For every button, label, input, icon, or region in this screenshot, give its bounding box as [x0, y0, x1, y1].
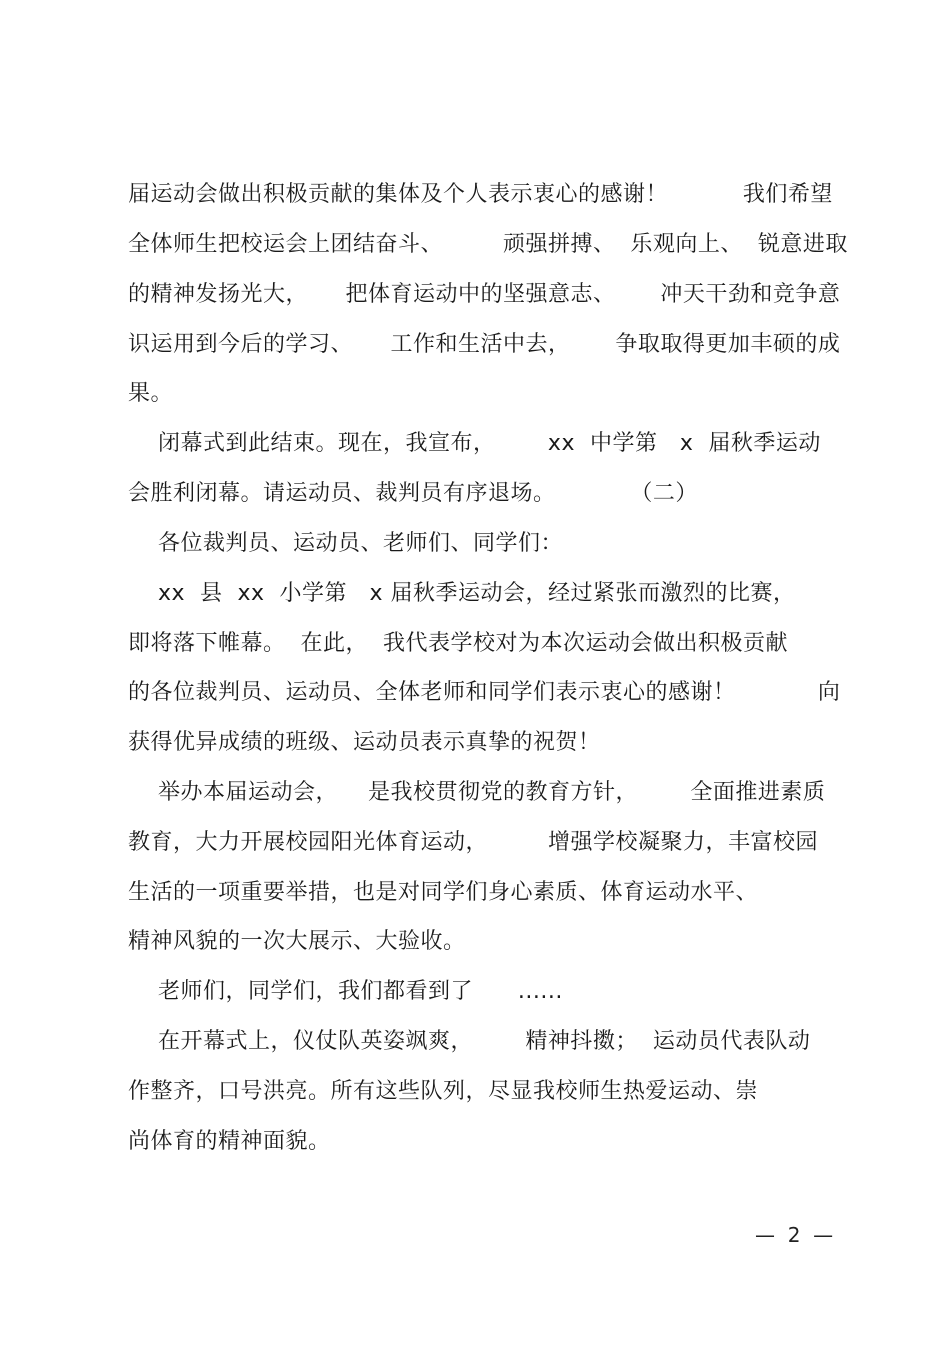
text-line: 老师们，同学们，我们都看到了 ...... — [128, 979, 563, 1004]
text-line: 的各位裁判员、运动员、全体老师和同学们表示衷心的感谢！ 向 — [128, 680, 841, 705]
text-line: 识运用到今后的学习、 工作和生活中去， 争取取得更加丰硕的成 — [128, 332, 841, 357]
text-line: 生活的一项重要举措，也是对同学们身心素质、体育运动水平、 — [128, 880, 759, 905]
text-line: 会胜利闭幕。请运动员、裁判员有序退场。 （二） — [128, 481, 698, 506]
text-line: 即将落下帷幕。 在此， 我代表学校对为本次运动会做出积极贡献 — [128, 631, 788, 656]
text-line: 作整齐，口号洪亮。所有这些队列，尽显我校师生热爱运动、崇 — [128, 1079, 759, 1104]
text-line: 尚体育的精神面貌。 — [128, 1129, 331, 1154]
text-line: 闭幕式到此结束。现在，我宣布， xx 中学第 x 届秋季运动 — [128, 431, 821, 456]
text-line: 举办本届运动会， 是我校贯彻党的教育方针， 全面推进素质 — [128, 780, 826, 805]
text-line: 各位裁判员、运动员、老师们、同学们： — [128, 531, 563, 556]
text-line: 果。 — [128, 381, 174, 406]
page-number: — 2 — — [755, 1223, 834, 1247]
text-line: xx 县 xx 小学第 x 届秋季运动会，经过紧张而激烈的比赛， — [128, 581, 796, 606]
text-line: 获得优异成绩的班级、运动员表示真挚的祝贺！ — [128, 730, 601, 755]
text-line: 精神风貌的一次大展示、大验收。 — [128, 929, 466, 954]
text-line: 全体师生把校运会上团结奋斗、 顽强拼搏、 乐观向上、 锐意进取 — [128, 232, 848, 257]
text-line: 届运动会做出积极贡献的集体及个人表示衷心的感谢！ 我们希望 — [128, 182, 833, 207]
text-line: 教育，大力开展校园阳光体育运动， 增强学校凝聚力，丰富校园 — [128, 830, 818, 855]
text-line: 的精神发扬光大， 把体育运动中的坚强意志、 冲天干劲和竞争意 — [128, 282, 841, 307]
text-line: 在开幕式上，仪仗队英姿飒爽， 精神抖擞； 运动员代表队动 — [128, 1029, 811, 1054]
